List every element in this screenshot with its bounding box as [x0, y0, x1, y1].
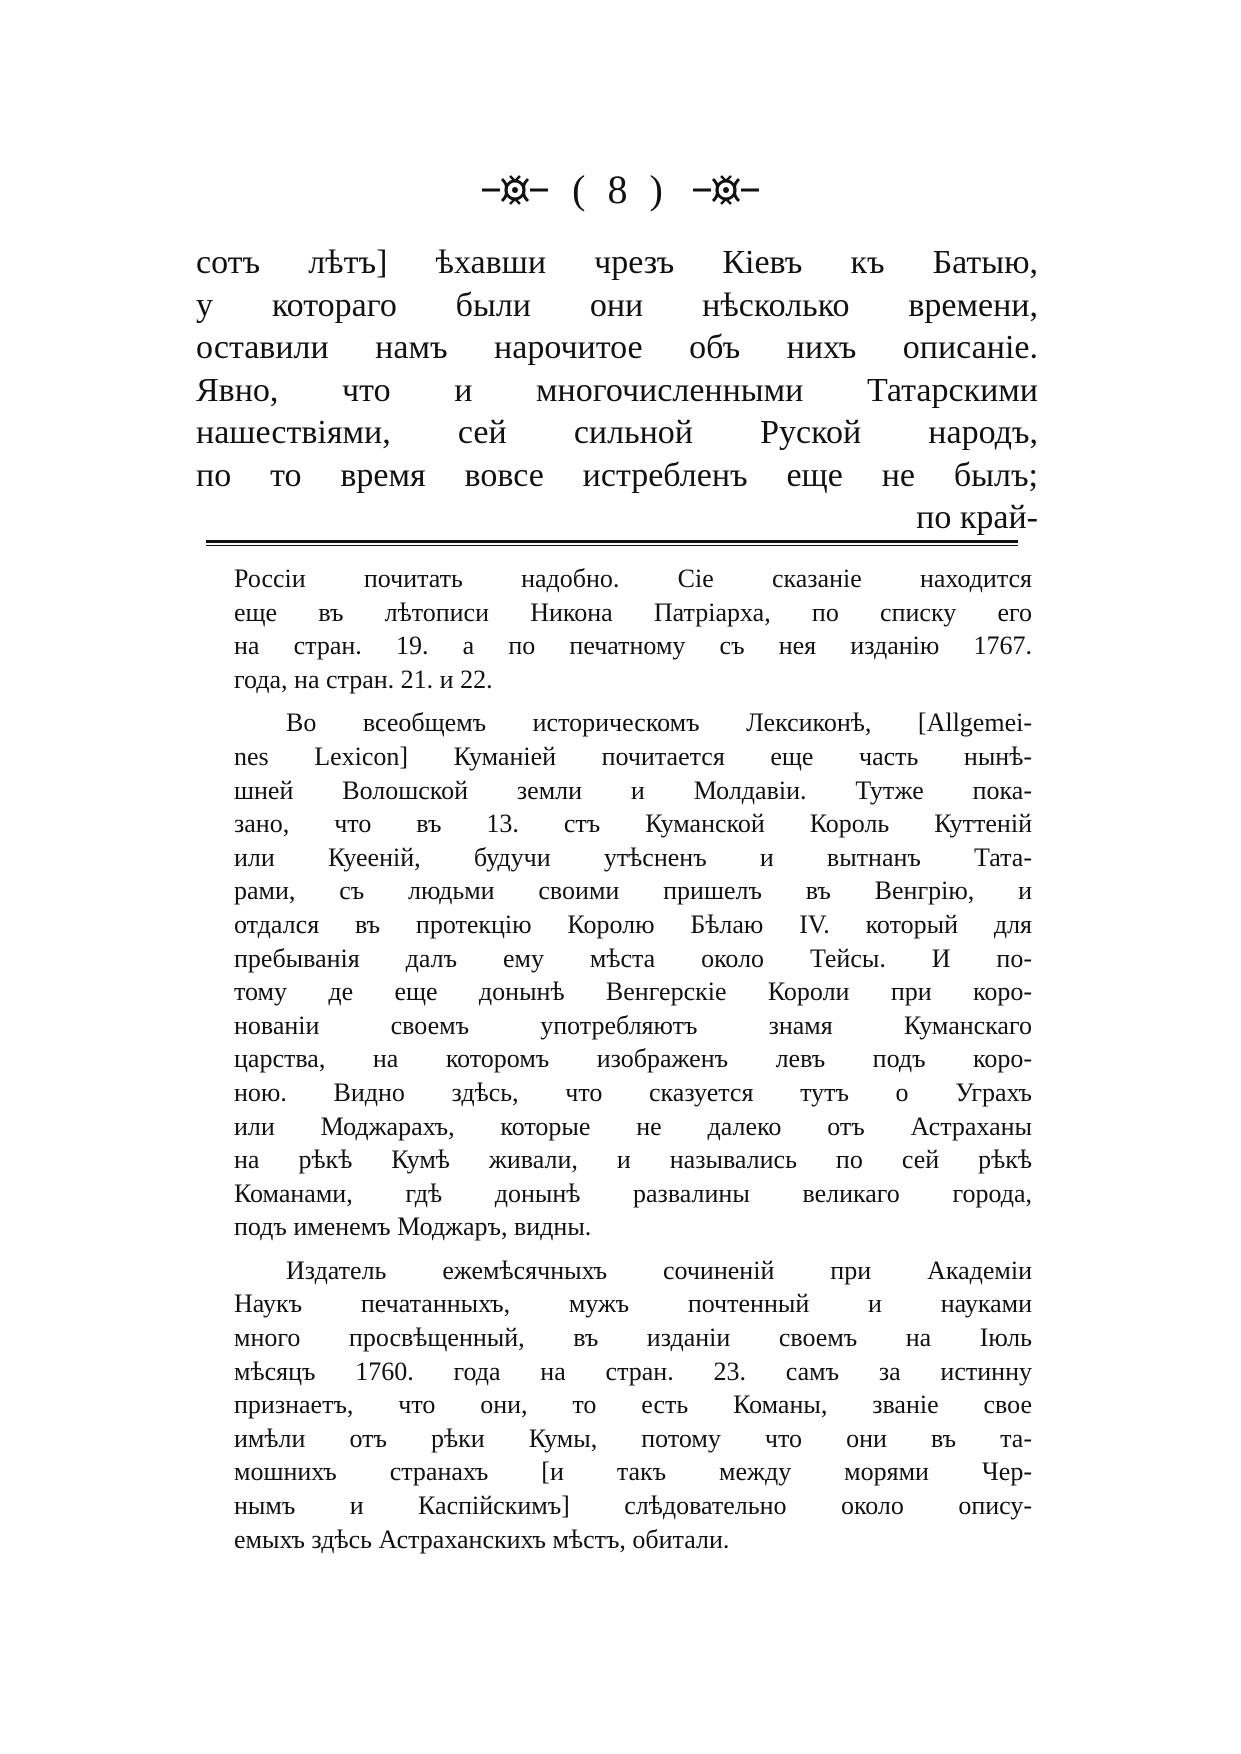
footnote-line: nes Lexicon] Куманіей почитается еще часть нынѣ-	[234, 741, 1032, 771]
footnote-line: признаетъ, что они, то есть Команы, званіе свое	[234, 1390, 1032, 1420]
footnote-line: много просвѣщенный, въ изданіи своемъ на Іюль	[234, 1323, 1032, 1353]
footnote-line: Россіи почитать надобно. Сіе сказаніе находится	[234, 564, 1032, 593]
page-number: ( 8 )	[572, 167, 669, 212]
main-text-line: у котораго были они нѣсколько времени,	[196, 286, 1038, 324]
paragraph-gap	[234, 696, 1032, 706]
footnote-line: или Куееній, будучи утѣсненъ и вытнанъ Тата-	[234, 842, 1032, 872]
paragraph-gap	[234, 1244, 1032, 1254]
footnote-line: года, на стран. 21. и 22.	[234, 664, 493, 694]
main-text-line: Явно, что и многочисленными Татарскими	[196, 371, 1038, 409]
footnote-line: Наукъ печатанныхъ, мужъ почтенный и науками	[234, 1289, 1032, 1319]
footnote-paragraph-3	[234, 1254, 1032, 1556]
footnote-separator-rule	[206, 540, 1018, 546]
footnote-line: шней Волошской земли и Молдавіи. Тутже пока-	[234, 775, 1032, 805]
main-text-line: по то время вовсе истребленъ еще не былъ;	[196, 456, 1038, 494]
footnote-paragraph-1	[234, 562, 1032, 696]
footnote-line: подъ именемъ Моджаръ, видны.	[234, 1212, 592, 1242]
footnote-line: имѣли отъ рѣки Кумы, потому что они въ та-	[234, 1423, 1032, 1453]
footnote-line: ною. Видно здѣсь, что сказуется тутъ о Уграхъ	[234, 1077, 1032, 1107]
footnote-line: или Моджарахъ, которые не далеко отъ Астраханы	[234, 1111, 1032, 1141]
footnote-line: еще въ лѣтописи Никона Патріарха, по списку его	[234, 597, 1032, 627]
page-header	[0, 167, 1241, 212]
catchword: по край-	[916, 499, 1038, 536]
footnote-line: емыхъ здѣсь Астраханскихъ мѣстъ, обитали.	[234, 1524, 730, 1554]
footnote-line: рами, съ людьми своими пришелъ въ Венгрію, и	[234, 876, 1032, 906]
footnote-line: отдался въ протекцію Королю Бѣлаю IV. который для	[234, 909, 1032, 939]
footnote-line: мошнихъ странахъ [и такъ между морями Чер-	[234, 1457, 1032, 1487]
footnote-line: Издатель ежемѣсячныхъ сочиненій при Академіи	[286, 1255, 1032, 1285]
footnote-line: Команами, гдѣ донынѣ развалины великаго города,	[234, 1178, 1032, 1208]
footnote-line: царства, на которомъ изображенъ левъ подъ коро-	[234, 1044, 1032, 1074]
main-text-block	[196, 242, 1038, 540]
fleuron-ornament-left	[480, 173, 550, 207]
footnote-line: мѣсяцъ 1760. года на стран. 23. самъ за истинну	[234, 1356, 1032, 1386]
footnote-line: Во всеобщемъ историческомъ Лексиконѣ, [Allgemei-	[286, 708, 1032, 738]
footnote-paragraph-2	[234, 706, 1032, 1244]
fleuron-ornament-right	[691, 173, 761, 207]
footnote-line: зано, что въ 13. стъ Куманской Король Куттеній	[234, 809, 1032, 839]
main-text-line: нашествіями, сей сильной Руской народъ,	[196, 414, 1038, 451]
main-text-line: оставили намъ нарочитое объ нихъ описаніе.	[196, 329, 1038, 366]
footnote-line: тому де еще донынѣ Венгерскіе Короли при коро-	[234, 977, 1032, 1007]
footnote-line: пребыванія далъ ему мѣста около Тейсы. И по-	[234, 943, 1032, 973]
main-text-line: сотъ лѣтъ] ѣхавши чрезъ Кіевъ къ Батыю,	[196, 244, 1038, 281]
footnote-line: на стран. 19. а по печатному съ нея изданію 1767.	[234, 631, 1032, 661]
footnote-line: нымъ и Каспійскимъ] слѣдовательно около опису-	[234, 1491, 1032, 1521]
footnote-line: нованіи своемъ употребляютъ знамя Куманскаго	[234, 1010, 1032, 1040]
footnotes-block	[234, 562, 1032, 1556]
footnote-line: на рѣкѣ Кумѣ живали, и назывались по сей рѣкѣ	[234, 1145, 1032, 1175]
